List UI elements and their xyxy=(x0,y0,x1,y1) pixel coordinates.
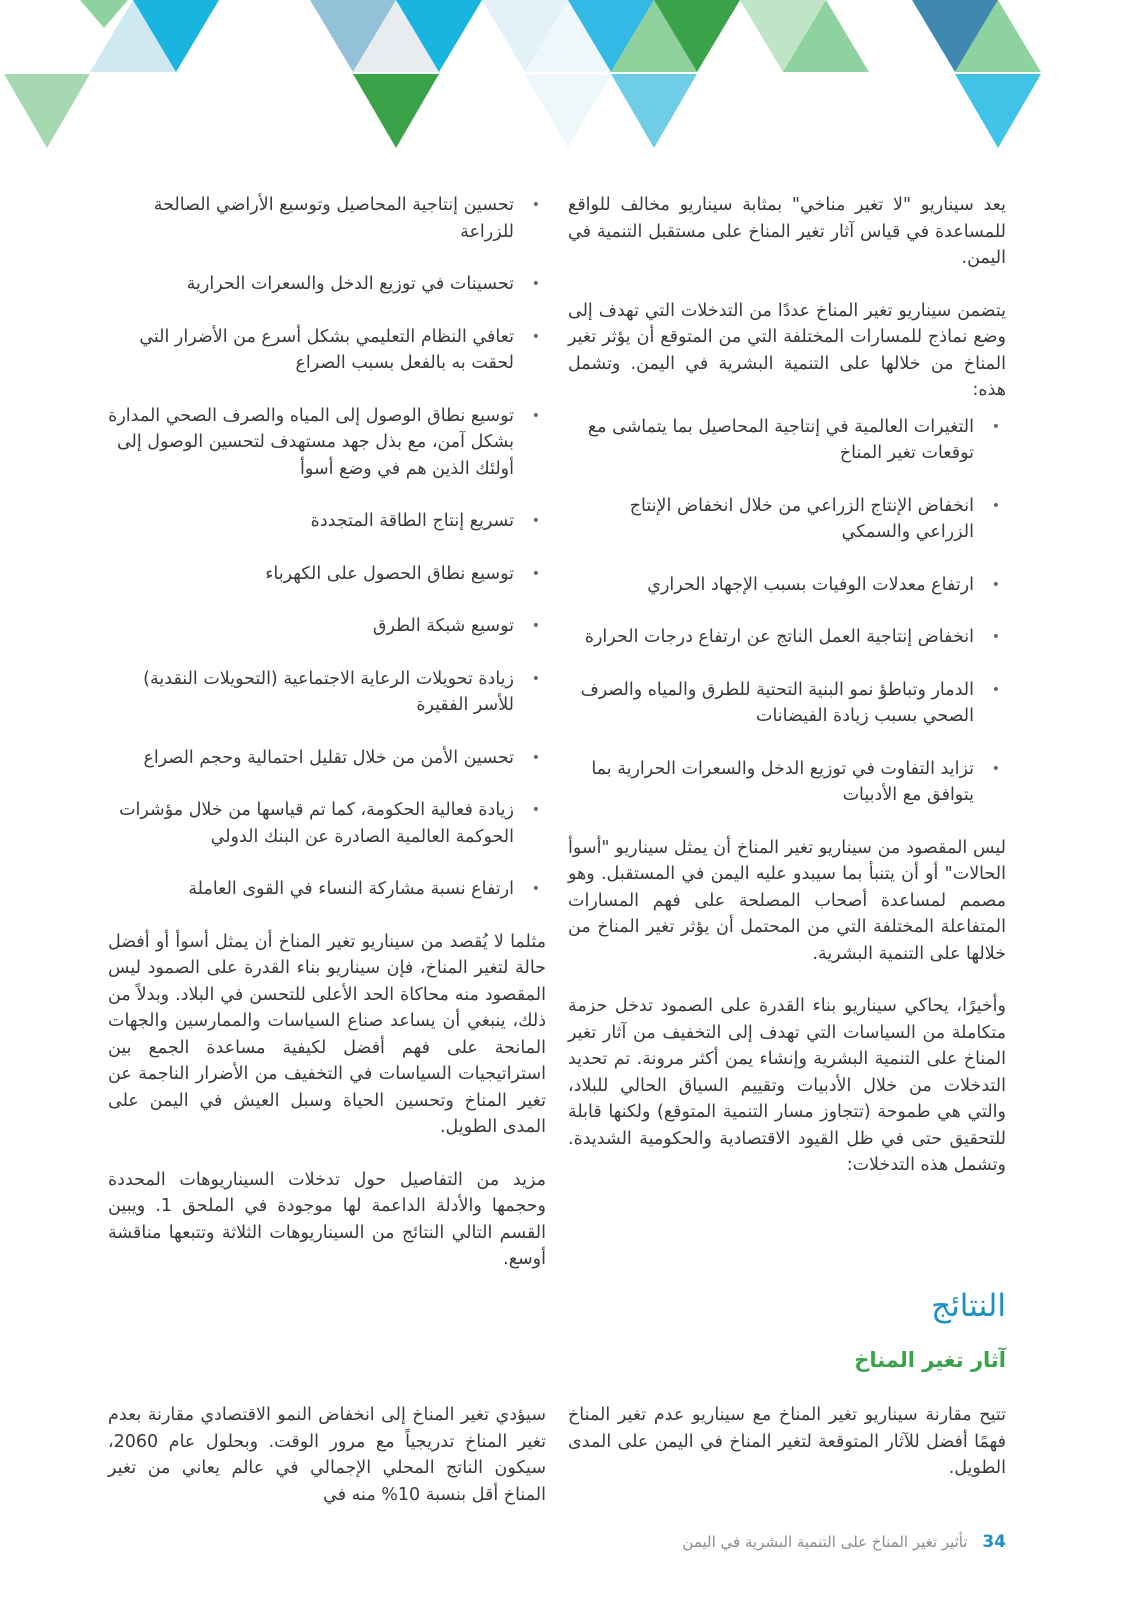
list-item: • انخفاض إنتاجية العمل الناتج عن ارتفاع درجات الحرارة xyxy=(568,624,1006,651)
page-number: 34 xyxy=(982,1532,1006,1552)
gdp-impact-paragraph: سيؤدي تغير المناخ إلى انخفاض النمو الاقتصادي مقارنة بعدم تغير المناخ تدريجياً مع مرور الوقت. وبحلول عام 2060، سيكون الناتج المحلي الإجمالي في عالم يعاني من تغير المناخ أقل بنسبة 10% منه في xyxy=(108,1405,546,1505)
results-heading: النتائج xyxy=(931,1288,1006,1324)
list-item: • زيادة تحويلات الرعاية الاجتماعية (التحويلات النقدية) للأسر الفقيرة xyxy=(108,666,546,719)
banner-top-row xyxy=(80,0,1041,72)
list-item: • الدمار وتباطؤ نمو البنية التحتية للطرق والمياه والصرف الصحي بسبب زيادة الفيضانات xyxy=(568,677,1006,730)
list-item: • ارتفاع معدلات الوفيات بسبب الإجهاد الحراري xyxy=(568,572,1006,599)
banner-bottom-row xyxy=(4,74,1041,148)
list-item: • تزايد التفاوت في توزيع الدخل والسعرات الحرارية بما يتوافق مع الأدبيات xyxy=(568,756,1006,809)
intro-paragraph-no-climate: يعد سيناريو "لا تغير مناخي" بمثابة سيناريو مخالف للواقع للمساعدة في قياس آثار تغير المناخ على مستقبل التنمية في اليمن. xyxy=(568,195,1006,268)
list-item: • انخفاض الإنتاج الزراعي من خلال انخفاض الإنتاج الزراعي والسمكي xyxy=(568,493,1006,546)
list-item: • تحسين الأمن من خلال تقليل احتمالية وحجم الصراع xyxy=(108,745,546,772)
page-footer xyxy=(682,1532,1006,1552)
left-column xyxy=(108,192,546,1299)
results-right-column xyxy=(568,1402,1006,1482)
list-item: • زيادة فعالية الحكومة، كما تم قياسها من خلال مؤشرات الحوكمة العالمية الصادرة عن البنك الدولي xyxy=(108,797,546,850)
scenario-purpose-paragraph: مثلما لا يُقصد من سيناريو تغير المناخ أن يمثل أسوأ أو أفضل حالة لتغير المناخ، فإن سيناريو بناء القدرة على الصمود ليس المقصود منه محاكاة الحد الأعلى للتحسن في البلاد. وبدلاً من ذلك، ينبغي أن يساعد صناع السياسات والممارسين والجهات المانحة على فهم أفضل لكيفية مساعدة الجمع بين استراتيجيات السياسات في التخفيف من الأضرار الناجمة عن تغير المناخ وتحسين الحياة وسبل العيش في اليمن على المدى الطويل. xyxy=(108,931,546,1137)
climate-impacts-subheading: آثار تغير المناخ xyxy=(854,1348,1006,1372)
list-item: • تحسينات في توزيع الدخل والسعرات الحرارية xyxy=(108,271,546,298)
list-item: • توسيع نطاق الوصول إلى المياه والصرف الصحي المدارة بشكل آمن، مع بذل جهد مستهدف لتحسين الوصول إلى أولئك الذين هم في وضع أسوأ xyxy=(108,403,546,483)
list-item: • تسريع إنتاج الطاقة المتجددة xyxy=(108,508,546,535)
results-intro-paragraph: تتيح مقارنة سيناريو تغير المناخ مع سيناريو عدم تغير المناخ فهمًا أفضل للآثار المتوقعة لتغير المناخ في اليمن على المدى الطويل. xyxy=(568,1405,1006,1478)
list-item: • التغيرات العالمية في إنتاجية المحاصيل بما يتماشى مع توقعات تغير المناخ xyxy=(568,414,1006,467)
resilience-paragraph: وأخيرًا، يحاكي سيناريو بناء القدرة على الصمود تدخل حزمة متكاملة من السياسات التي تهدف إلى التخفيف من آثار تغير المناخ على التنمية البشرية وإنشاء يمن أكثر مرونة. تم تحديد التدخلات من خلال الأدبيات وتقييم السياق الحالي للبلاد، والتي هي طموحة (تتجاوز مسار التنمية المتوقع) ولكنها قابلة للتحقيق حتى في ظل القيود الاقتصادية والحكومية الشديدة. وتشمل هذه التدخلات: xyxy=(568,996,1006,1175)
decorative-triangle-banner xyxy=(0,0,1132,160)
results-left-column xyxy=(108,1402,546,1508)
worst-case-paragraph: ليس المقصود من سيناريو تغير المناخ أن يمثل سيناريو "أسوأ الحالات" أو أن يتنبأ بما سيبدو عليه اليمن في المستقبل. وهو مصمم لمساعدة أصحاب المصلحة على فهم المسارات المتفاعلة المختلفة التي من المحتمل أن يؤثر تغير المناخ من خلالها على التنمية البشرية. xyxy=(568,837,1006,964)
list-item: • تعافي النظام التعليمي بشكل أسرع من الأضرار التي لحقت به بالفعل بسبب الصراع xyxy=(108,324,546,377)
right-column xyxy=(568,192,1006,1205)
list-item: • توسيع شبكة الطرق xyxy=(108,613,546,640)
annex-reference-paragraph: مزيد من التفاصيل حول تدخلات السيناريوهات المحددة وحجمها والأدلة الداعمة لها موجودة في الملحق 1. ويبين القسم التالي النتائج من السيناريوهات الثلاثة وتتبعها مناقشة أوسع. xyxy=(108,1169,546,1269)
list-item: • ارتفاع نسبة مشاركة النساء في القوى العاملة xyxy=(108,876,546,903)
intro-paragraph-climate-scenario: يتضمن سيناريو تغير المناخ عددًا من التدخلات التي تهدف إلى وضع نماذج للمسارات المختلفة التي من المتوقع أن يؤثر تغير المناخ من خلالها على التنمية البشرية في اليمن. وتشمل هذه: xyxy=(568,300,1006,400)
list-item: • توسيع نطاق الحصول على الكهرباء xyxy=(108,561,546,588)
footer-title: تأثير تغير المناخ على التنمية البشرية في اليمن xyxy=(682,1533,968,1551)
climate-effects-list xyxy=(568,414,1006,809)
resilience-interventions-list xyxy=(108,192,546,903)
list-item: • تحسين إنتاجية المحاصيل وتوسيع الأراضي الصالحة للزراعة xyxy=(108,192,546,245)
